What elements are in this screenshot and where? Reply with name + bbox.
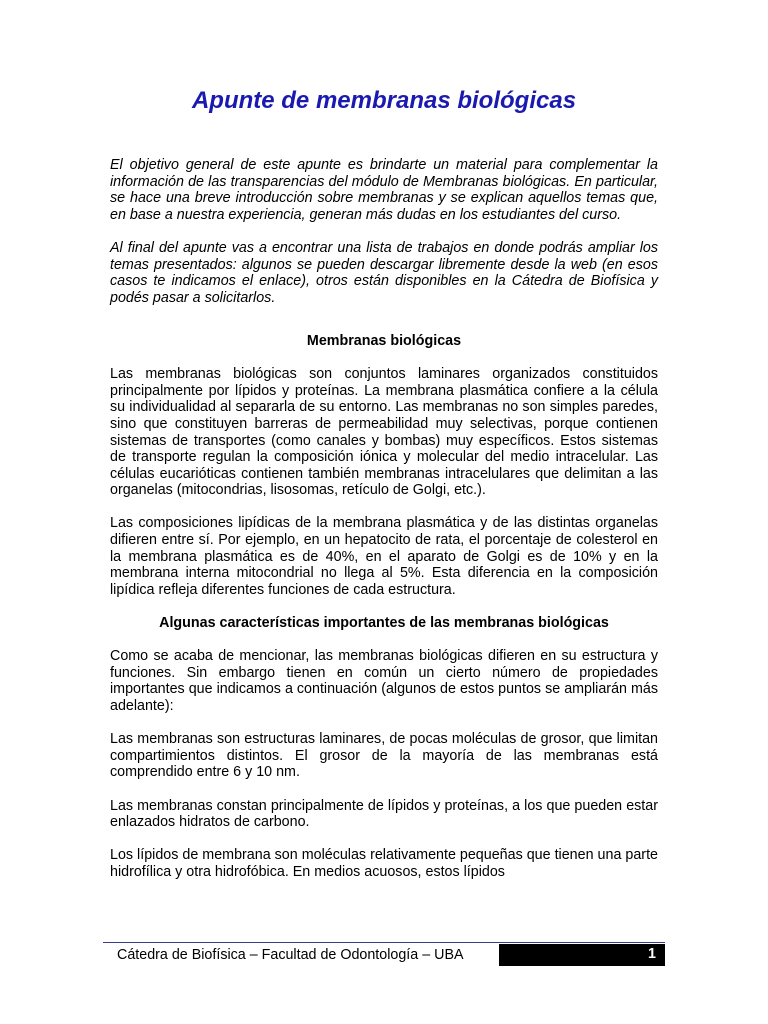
page-number: 1	[648, 946, 656, 962]
document-body	[110, 157, 658, 897]
section2-paragraph-4: Los lípidos de membrana son moléculas relativamente pequeñas que tienen una parte hidrofílica y otra hidrofóbica. En medios acuosos, estos lípidos	[110, 847, 658, 880]
document-title: Apunte de membranas biológicas	[191, 87, 577, 114]
intro-paragraph-1: El objetivo general de este apunte es brindarte un material para complementar la información de las transparencias del módulo de Membranas biológicas. En particular, se hace una breve introducción sobre membranas y se explican aquellos temas que, en base a nuestra experiencia, generan más dudas en los estudiantes del curso.	[110, 157, 658, 223]
section-spacer	[110, 323, 658, 333]
page-number-box	[499, 944, 665, 966]
section2-paragraph-2: Las membranas son estructuras laminares, de pocas moléculas de grosor, que limitan compartimientos distintos. El grosor de la mayoría de las membranas está comprendido entre 6 y 10 nm.	[110, 731, 658, 781]
section1-paragraph-2: Las composiciones lipídicas de la membrana plasmática y de las distintas organelas difieren entre sí. Por ejemplo, en un hepatocito de rata, el porcentaje de colesterol en la membrana plasmática es de 40%, en el aparato de Golgi es de 10% y en la membrana interna mitocondrial no llega al 5%. Esta diferencia en la composición lipídica refleja diferentes funciones de cada estructura.	[110, 515, 658, 598]
section2-paragraph-1: Como se acaba de mencionar, las membranas biológicas difieren en su estructura y funciones. Sin embargo tienen en común un cierto número de propiedades importantes que indicamos a continuación (algunos de estos puntos se ampliarán más adelante):	[110, 648, 658, 714]
section2-paragraph-3: Las membranas constan principalmente de lípidos y proteínas, a los que pueden estar enlazados hidratos de carbono.	[110, 797, 658, 831]
section-heading-caracteristicas: Algunas características importantes de las membranas biológicas	[159, 615, 609, 632]
footer-text: Cátedra de Biofísica – Facultad de Odontología – UBA	[117, 947, 464, 963]
section1-paragraph-1: Las membranas biológicas son conjuntos laminares organizados constituidos principalmente por lípidos y proteínas. La membrana plasmática confiere a la célula su individualidad al separarla de su entorno. Las membranas no son simples paredes, sino que constituyen barreras de permeabilidad muy selectivas, porque contienen sistemas de transportes (como canales y bombas) muy específicos. Estos sistemas de transporte regulan la composición iónica y molecular del medio intracelular. Las células eucarióticas contienen también membranas intracelulares que delimitan a las organelas (mitocondrias, lisosomas, retículo de Golgi, etc.).	[110, 366, 658, 499]
intro-paragraph-2: Al final del apunte vas a encontrar una lista de trabajos en donde podrás ampliar los temas presentados: algunos se pueden descargar libremente desde la web (en esos casos te indicamos el enlace), otros están disponibles en la Cátedra de Biofísica y podés pasar a solicitarlos.	[110, 239, 658, 306]
section-heading-membranas: Membranas biológicas	[306, 332, 462, 349]
footer-divider	[103, 942, 665, 943]
